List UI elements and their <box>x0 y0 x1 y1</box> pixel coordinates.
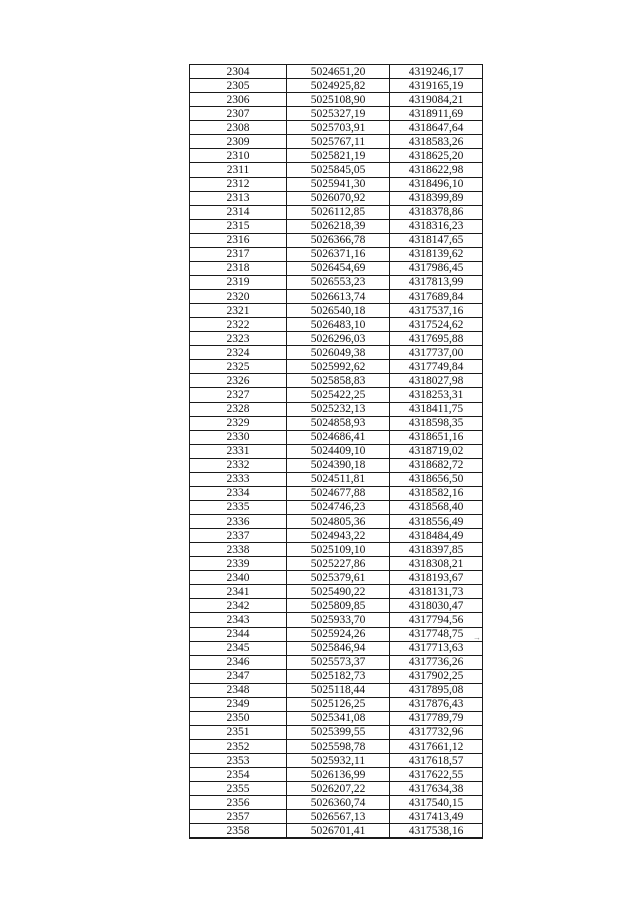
table-row <box>190 233 483 247</box>
y-coordinate-cell: 4318131,73 <box>390 585 483 599</box>
y-coordinate-cell: 4317713,63 <box>390 641 483 655</box>
coordinate-table <box>189 64 483 839</box>
y-coordinate-cell: 4318378,86 <box>390 205 483 219</box>
y-coordinate-cell: 4317732,96 <box>390 725 483 739</box>
x-coordinate-cell: 5026136,99 <box>287 768 390 782</box>
point-number-cell: 2329 <box>190 416 287 430</box>
table-row <box>190 290 483 304</box>
x-coordinate-cell: 5025341,08 <box>287 711 390 725</box>
x-coordinate-cell: 5024746,23 <box>287 500 390 514</box>
scan-mark-icon: → <box>473 633 481 642</box>
y-coordinate-cell: 4318568,40 <box>390 500 483 514</box>
table-row <box>190 191 483 205</box>
x-coordinate-cell: 5025846,94 <box>287 641 390 655</box>
table-row <box>190 655 483 669</box>
x-coordinate-cell: 5025598,78 <box>287 740 390 754</box>
y-coordinate-cell: 4317634,38 <box>390 782 483 796</box>
y-coordinate-cell: 4318496,10 <box>390 177 483 191</box>
table-row <box>190 725 483 739</box>
point-number-cell: 2328 <box>190 402 287 416</box>
table-row <box>190 472 483 486</box>
point-number-cell: 2349 <box>190 697 287 711</box>
x-coordinate-cell: 5025924,26 <box>287 627 390 641</box>
point-number-cell: 2309 <box>190 135 287 149</box>
table-row <box>190 261 483 275</box>
y-coordinate-cell: 4317413,49 <box>390 810 483 824</box>
point-number-cell: 2327 <box>190 388 287 402</box>
x-coordinate-cell: 5025703,91 <box>287 121 390 135</box>
point-number-cell: 2348 <box>190 683 287 697</box>
table-row <box>190 177 483 191</box>
y-coordinate-cell: 4318397,85 <box>390 543 483 557</box>
y-coordinate-cell: 4317789,79 <box>390 711 483 725</box>
x-coordinate-cell: 5026553,23 <box>287 275 390 289</box>
table-row <box>190 93 483 107</box>
table-row <box>190 613 483 627</box>
x-coordinate-cell: 5026540,18 <box>287 304 390 318</box>
x-coordinate-cell: 5026049,38 <box>287 346 390 360</box>
y-coordinate-cell: 4318625,20 <box>390 149 483 163</box>
x-coordinate-cell: 5026112,85 <box>287 205 390 219</box>
table-row <box>190 740 483 754</box>
point-number-cell: 2332 <box>190 458 287 472</box>
y-coordinate-cell: 4318411,75 <box>390 402 483 416</box>
point-number-cell: 2355 <box>190 782 287 796</box>
point-number-cell: 2345 <box>190 641 287 655</box>
table-row <box>190 205 483 219</box>
table-row <box>190 65 483 79</box>
table-row <box>190 332 483 346</box>
table-row <box>190 515 483 529</box>
x-coordinate-cell: 5025767,11 <box>287 135 390 149</box>
y-coordinate-cell: 4317538,16 <box>390 824 483 839</box>
point-number-cell: 2336 <box>190 515 287 529</box>
point-number-cell: 2346 <box>190 655 287 669</box>
point-number-cell: 2338 <box>190 543 287 557</box>
x-coordinate-cell: 5026483,10 <box>287 318 390 332</box>
x-coordinate-cell: 5025422,25 <box>287 388 390 402</box>
x-coordinate-cell: 5026701,41 <box>287 824 390 839</box>
y-coordinate-cell: 4317876,43 <box>390 697 483 711</box>
point-number-cell: 2358 <box>190 824 287 839</box>
point-number-cell: 2337 <box>190 529 287 543</box>
y-coordinate-cell: 4319246,17 <box>390 65 483 79</box>
point-number-cell: 2340 <box>190 571 287 585</box>
point-number-cell: 2326 <box>190 374 287 388</box>
point-number-cell: 2325 <box>190 360 287 374</box>
point-number-cell: 2341 <box>190 585 287 599</box>
x-coordinate-cell: 5026296,03 <box>287 332 390 346</box>
x-coordinate-cell: 5024686,41 <box>287 430 390 444</box>
y-coordinate-cell: 4317736,26 <box>390 655 483 669</box>
table-row <box>190 627 483 641</box>
y-coordinate-cell: 4317661,12 <box>390 740 483 754</box>
table-row <box>190 149 483 163</box>
point-number-cell: 2324 <box>190 346 287 360</box>
x-coordinate-cell: 5025327,19 <box>287 107 390 121</box>
point-number-cell: 2307 <box>190 107 287 121</box>
table-row <box>190 486 483 500</box>
point-number-cell: 2304 <box>190 65 287 79</box>
y-coordinate-cell: 4318719,02 <box>390 444 483 458</box>
table-row <box>190 796 483 810</box>
table-row <box>190 711 483 725</box>
x-coordinate-cell: 5025399,55 <box>287 725 390 739</box>
table-row <box>190 360 483 374</box>
table-row <box>190 824 483 839</box>
point-number-cell: 2317 <box>190 247 287 261</box>
y-coordinate-cell: 4318582,16 <box>390 486 483 500</box>
point-number-cell: 2312 <box>190 177 287 191</box>
table-row <box>190 669 483 683</box>
x-coordinate-cell: 5025126,25 <box>287 697 390 711</box>
point-number-cell: 2353 <box>190 754 287 768</box>
y-coordinate-cell: 4317813,99 <box>390 275 483 289</box>
point-number-cell: 2311 <box>190 163 287 177</box>
y-coordinate-cell: 4318656,50 <box>390 472 483 486</box>
table-row <box>190 163 483 177</box>
point-number-cell: 2321 <box>190 304 287 318</box>
table-row <box>190 107 483 121</box>
point-number-cell: 2314 <box>190 205 287 219</box>
x-coordinate-cell: 5025227,86 <box>287 557 390 571</box>
x-coordinate-cell: 5025845,05 <box>287 163 390 177</box>
x-coordinate-cell: 5024409,10 <box>287 444 390 458</box>
point-number-cell: 2342 <box>190 599 287 613</box>
x-coordinate-cell: 5024805,36 <box>287 515 390 529</box>
point-number-cell: 2356 <box>190 796 287 810</box>
table-row <box>190 79 483 93</box>
x-coordinate-cell: 5026454,69 <box>287 261 390 275</box>
table-row <box>190 810 483 824</box>
y-coordinate-cell: 4317695,88 <box>390 332 483 346</box>
point-number-cell: 2315 <box>190 219 287 233</box>
table-row <box>190 768 483 782</box>
point-number-cell: 2313 <box>190 191 287 205</box>
table-row <box>190 641 483 655</box>
y-coordinate-cell: 4317986,45 <box>390 261 483 275</box>
y-coordinate-cell: 4318556,49 <box>390 515 483 529</box>
point-number-cell: 2331 <box>190 444 287 458</box>
y-coordinate-cell: 4319084,21 <box>390 93 483 107</box>
table-row <box>190 430 483 444</box>
x-coordinate-cell: 5026218,39 <box>287 219 390 233</box>
x-coordinate-cell: 5026567,13 <box>287 810 390 824</box>
y-coordinate-cell: 4318193,67 <box>390 571 483 585</box>
coordinate-table-body <box>190 65 483 839</box>
y-coordinate-cell: 4317537,16 <box>390 304 483 318</box>
x-coordinate-cell: 5025118,44 <box>287 683 390 697</box>
x-coordinate-cell: 5025941,30 <box>287 177 390 191</box>
table-row <box>190 346 483 360</box>
point-number-cell: 2310 <box>190 149 287 163</box>
point-number-cell: 2354 <box>190 768 287 782</box>
x-coordinate-cell: 5026371,16 <box>287 247 390 261</box>
x-coordinate-cell: 5025379,61 <box>287 571 390 585</box>
x-coordinate-cell: 5025821,19 <box>287 149 390 163</box>
x-coordinate-cell: 5025182,73 <box>287 669 390 683</box>
table-row <box>190 754 483 768</box>
y-coordinate-cell: 4317622,55 <box>390 768 483 782</box>
table-row <box>190 683 483 697</box>
table-row <box>190 247 483 261</box>
x-coordinate-cell: 5024677,88 <box>287 486 390 500</box>
table-row <box>190 444 483 458</box>
point-number-cell: 2334 <box>190 486 287 500</box>
table-row <box>190 416 483 430</box>
point-number-cell: 2347 <box>190 669 287 683</box>
table-row <box>190 402 483 416</box>
y-coordinate-cell: 4317902,25 <box>390 669 483 683</box>
point-number-cell: 2352 <box>190 740 287 754</box>
x-coordinate-cell: 5026366,78 <box>287 233 390 247</box>
x-coordinate-cell: 5024651,20 <box>287 65 390 79</box>
point-number-cell: 2306 <box>190 93 287 107</box>
table-row <box>190 529 483 543</box>
x-coordinate-cell: 5024858,93 <box>287 416 390 430</box>
table-row <box>190 388 483 402</box>
x-coordinate-cell: 5025933,70 <box>287 613 390 627</box>
y-coordinate-cell: 4317895,08 <box>390 683 483 697</box>
table-row <box>190 571 483 585</box>
y-coordinate-cell: 4317689,84 <box>390 290 483 304</box>
x-coordinate-cell: 5024943,22 <box>287 529 390 543</box>
y-coordinate-cell: 4318316,23 <box>390 219 483 233</box>
x-coordinate-cell: 5025108,90 <box>287 93 390 107</box>
x-coordinate-cell: 5025490,22 <box>287 585 390 599</box>
point-number-cell: 2305 <box>190 79 287 93</box>
x-coordinate-cell: 5025992,62 <box>287 360 390 374</box>
x-coordinate-cell: 5025932,11 <box>287 754 390 768</box>
x-coordinate-cell: 5025809,85 <box>287 599 390 613</box>
x-coordinate-cell: 5025109,10 <box>287 543 390 557</box>
table-row <box>190 458 483 472</box>
y-coordinate-cell: 4318598,35 <box>390 416 483 430</box>
y-coordinate-cell: 4318622,98 <box>390 163 483 177</box>
point-number-cell: 2339 <box>190 557 287 571</box>
x-coordinate-cell: 5026207,22 <box>287 782 390 796</box>
table-row <box>190 304 483 318</box>
point-number-cell: 2320 <box>190 290 287 304</box>
y-coordinate-cell: 4319165,19 <box>390 79 483 93</box>
point-number-cell: 2322 <box>190 318 287 332</box>
table-row <box>190 318 483 332</box>
y-coordinate-cell: 4317524,62 <box>390 318 483 332</box>
x-coordinate-cell: 5026613,74 <box>287 290 390 304</box>
y-coordinate-cell: 4318027,98 <box>390 374 483 388</box>
x-coordinate-cell: 5024390,18 <box>287 458 390 472</box>
x-coordinate-cell: 5024925,82 <box>287 79 390 93</box>
table-row <box>190 543 483 557</box>
point-number-cell: 2344 <box>190 627 287 641</box>
y-coordinate-cell: 4317748,75 <box>390 627 483 641</box>
point-number-cell: 2323 <box>190 332 287 346</box>
y-coordinate-cell: 4318682,72 <box>390 458 483 472</box>
point-number-cell: 2316 <box>190 233 287 247</box>
point-number-cell: 2319 <box>190 275 287 289</box>
table-row <box>190 585 483 599</box>
y-coordinate-cell: 4318253,31 <box>390 388 483 402</box>
y-coordinate-cell: 4317794,56 <box>390 613 483 627</box>
x-coordinate-cell: 5025573,37 <box>287 655 390 669</box>
x-coordinate-cell: 5026360,74 <box>287 796 390 810</box>
point-number-cell: 2308 <box>190 121 287 135</box>
y-coordinate-cell: 4318147,65 <box>390 233 483 247</box>
y-coordinate-cell: 4318583,26 <box>390 135 483 149</box>
y-coordinate-cell: 4318647,64 <box>390 121 483 135</box>
y-coordinate-cell: 4317540,15 <box>390 796 483 810</box>
y-coordinate-cell: 4317737,00 <box>390 346 483 360</box>
point-number-cell: 2357 <box>190 810 287 824</box>
point-number-cell: 2318 <box>190 261 287 275</box>
point-number-cell: 2343 <box>190 613 287 627</box>
table-row <box>190 599 483 613</box>
y-coordinate-cell: 4318484,49 <box>390 529 483 543</box>
y-coordinate-cell: 4318139,62 <box>390 247 483 261</box>
point-number-cell: 2350 <box>190 711 287 725</box>
point-number-cell: 2351 <box>190 725 287 739</box>
table-row <box>190 121 483 135</box>
table-row <box>190 374 483 388</box>
y-coordinate-cell: 4317749,84 <box>390 360 483 374</box>
table-row <box>190 275 483 289</box>
table-row <box>190 500 483 514</box>
point-number-cell: 2335 <box>190 500 287 514</box>
y-coordinate-cell: 4318308,21 <box>390 557 483 571</box>
point-number-cell: 2330 <box>190 430 287 444</box>
y-coordinate-cell: 4317618,57 <box>390 754 483 768</box>
y-coordinate-cell: 4318030,47 <box>390 599 483 613</box>
y-coordinate-cell: 4318911,69 <box>390 107 483 121</box>
x-coordinate-cell: 5026070,92 <box>287 191 390 205</box>
x-coordinate-cell: 5024511,81 <box>287 472 390 486</box>
table-row <box>190 697 483 711</box>
table-row <box>190 135 483 149</box>
point-number-cell: 2333 <box>190 472 287 486</box>
y-coordinate-cell: 4318399,89 <box>390 191 483 205</box>
x-coordinate-cell: 5025232,13 <box>287 402 390 416</box>
table-row <box>190 782 483 796</box>
table-row <box>190 219 483 233</box>
y-coordinate-cell: 4318651,16 <box>390 430 483 444</box>
x-coordinate-cell: 5025858,83 <box>287 374 390 388</box>
table-row <box>190 557 483 571</box>
